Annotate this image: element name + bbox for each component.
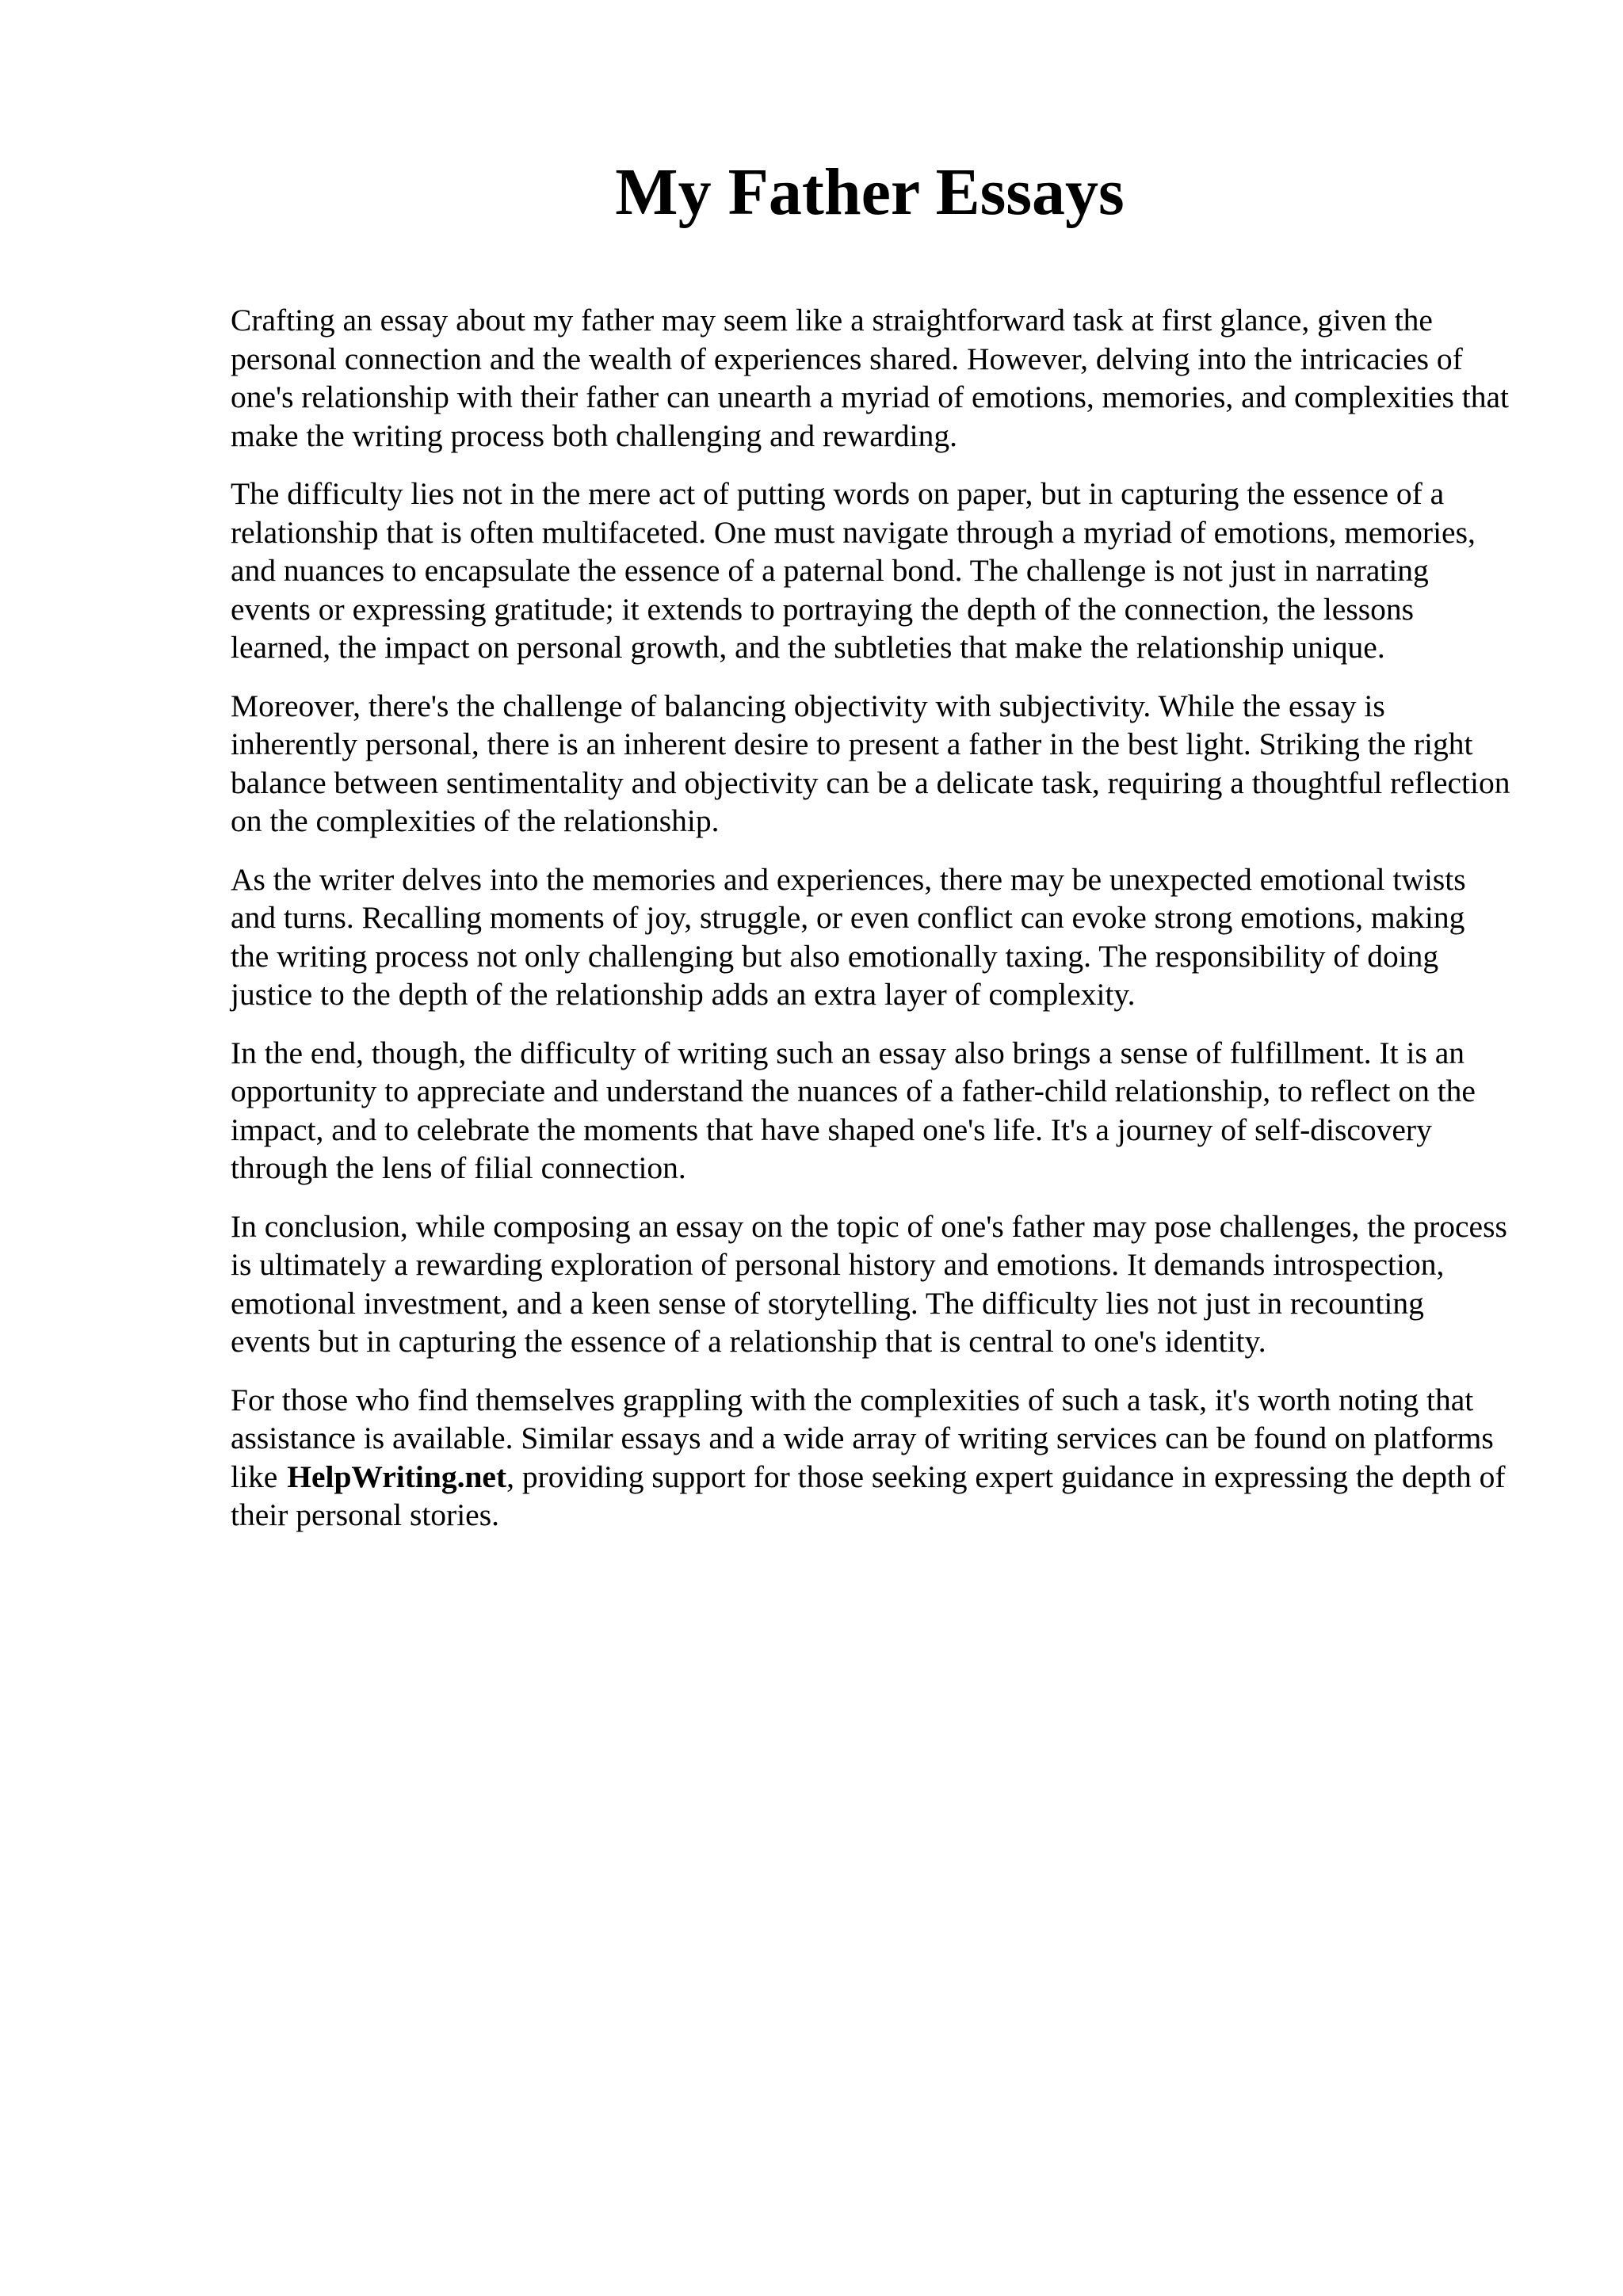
paragraph-6: In conclusion, while composing an essay on the topic of one's father may pose challenges, the process is ultimately a rewarding exploration of personal history and emotions. It demands introspection, emotional investment, and a keen sense of storytelling. The difficulty lies not just in recounting events but in capturing the essence of a relationship that is central to one's identity. [231,1208,1507,1359]
document-body [231,301,1510,1554]
paragraph-2: The difficulty lies not in the mere act of putting words on paper, but in capturing the essence of a relationship that is often multifaceted. One must navigate through a myriad of emotions, memories, and nuances to encapsulate the essence of a paternal bond. The challenge is not just in narrating events or expressing gratitude; it extends to portraying the depth of the connection, the lessons learned, the impact on personal growth, and the subtleties that make the relationship unique. [231,476,1476,665]
paragraph-1: Crafting an essay about my father may seem like a straightforward task at first glance, given the personal connection and the wealth of experiences shared. However, delving into the intricacies of one's relationship with their father can unearth a myriad of emotions, memories, and complexities that make the writing process both challenging and rewarding. [231,303,1509,453]
paragraph-4: As the writer delves into the memories and experiences, there may be unexpected emotional twists and turns. Recalling moments of joy, struggle, or even conflict can evoke strong emotions, making the writing process not only challenging but also emotionally taxing. The responsibility of doing justice to the depth of the relationship adds an extra layer of complexity. [231,861,1466,1012]
paragraph-7-text-before: For those who find themselves grappling with the complexities of such a task, it's worth noting that assistance is available. Similar essays and a wide array of writing services can be found on platforms like [231,1382,1494,1494]
helpwriting-link[interactable]: HelpWriting.net [287,1459,507,1494]
paragraph-7 [231,1381,1510,1535]
paragraph-7-text-after: , providing support for those seeking expert guidance in expressing the depth of their personal stories. [231,1459,1506,1532]
document-title: My Father Essays [615,155,1125,229]
paragraph-5: In the end, though, the difficulty of writing such an essay also brings a sense of fulfillment. It is an opportunity to appreciate and understand the nuances of a father-child relationship, to reflect on the impact, and to celebrate the moments that have shaped one's life. It's a journey of self-discovery through the lens of filial connection. [231,1035,1476,1185]
paragraph-3: Moreover, there's the challenge of balancing objectivity with subjectivity. While the essay is inherently personal, there is an inherent desire to present a father in the best light. Striking the right balance between sentimentality and objectivity can be a delicate task, requiring a thoughtful reflection on the complexities of the relationship. [231,688,1510,838]
